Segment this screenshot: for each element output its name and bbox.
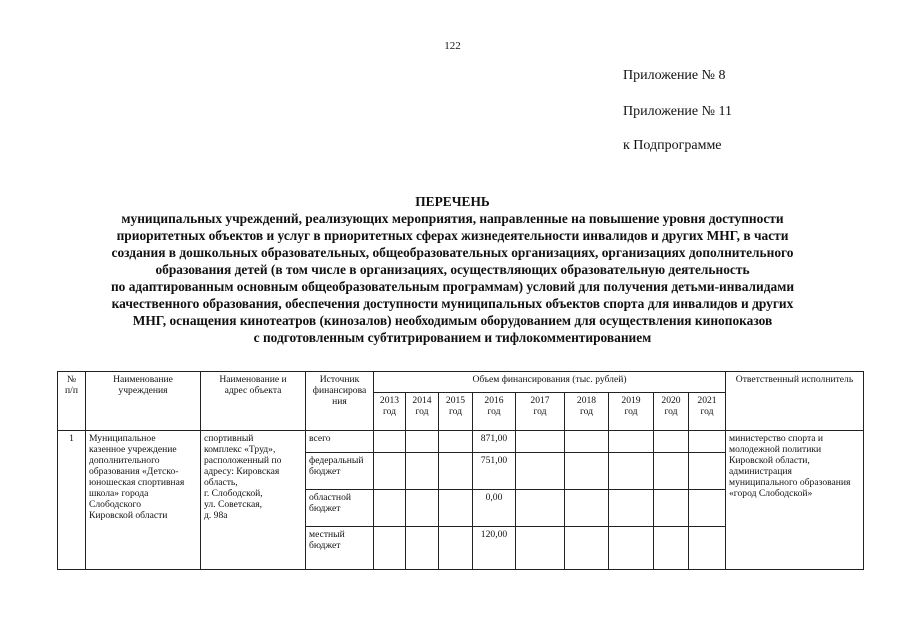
- object-name-address: спортивный комплекс «Труд», расположенный по адресу: Кировская область, г. Слободской, ул. Советская, д. 98а: [201, 431, 306, 570]
- local-2016-value: 120,00: [473, 527, 516, 570]
- document-title: ПЕРЕЧЕНЬ: [415, 194, 490, 209]
- regional-2013: [374, 490, 406, 527]
- total-2019: [609, 431, 654, 453]
- total-2014: [406, 431, 439, 453]
- federal-2017: [516, 453, 565, 490]
- year-2018-header: 2018 год: [565, 393, 609, 431]
- appendix-line-3: к Подпрограмме: [623, 138, 722, 153]
- year-2013-header: 2013 год: [374, 393, 406, 431]
- header-responsible: Ответственный исполнитель: [726, 372, 864, 431]
- header-object: Наименование и адрес объекта: [201, 372, 306, 431]
- institution-name: Муниципальное казенное учреждение дополнительного образования «Детско- юношеская спортивная школа» города Слободского Кировской области: [86, 431, 201, 570]
- title-line-6: качественного образования, обеспечения доступности муниципальных объектов спорта для инвалидов и других: [111, 296, 794, 311]
- header-source: Источник финансирова ния: [306, 372, 374, 431]
- regional-2017: [516, 490, 565, 527]
- total-2013: [374, 431, 406, 453]
- regional-2019: [609, 490, 654, 527]
- source-local: местный бюджет: [306, 527, 374, 570]
- header-institution: Наименование учреждения: [86, 372, 201, 431]
- title-line-4: образования детей (в том числе в организациях, осуществляющих образовательную деятельность: [155, 262, 750, 277]
- responsible-executor: министерство спорта и молодежной политики Кировской области, администрация муниципального образования «город Слободской»: [726, 431, 864, 570]
- year-2016-header: 2016 год: [473, 393, 516, 431]
- local-2019: [609, 527, 654, 570]
- header-num: № п/п: [58, 372, 86, 431]
- total-2016-value: 871,00: [473, 431, 516, 453]
- regional-2015: [439, 490, 473, 527]
- federal-2019: [609, 453, 654, 490]
- source-regional: областной бюджет: [306, 490, 374, 527]
- federal-2014: [406, 453, 439, 490]
- header-funding: Объем финансирования (тыс. рублей): [374, 372, 726, 393]
- total-2021: [689, 431, 726, 453]
- regional-2014: [406, 490, 439, 527]
- source-total: всего: [306, 431, 374, 453]
- total-2015: [439, 431, 473, 453]
- title-line-7: МНГ, оснащения кинотеатров (кинозалов) необходимым оборудованием для осуществления кинопоказов: [132, 313, 773, 328]
- total-2020: [654, 431, 689, 453]
- title-line-3: создания в дошкольных образовательных, общеобразовательных организациях, организациях дополнительного: [111, 245, 794, 260]
- year-2014-header: 2014 год: [406, 393, 439, 431]
- total-2017: [516, 431, 565, 453]
- table-row: [58, 431, 864, 453]
- federal-2016-value: 751,00: [473, 453, 516, 490]
- title-line-5: по адаптированным основным общеобразовательным программам) условий для получения детьми-инвалидами: [110, 279, 795, 294]
- title-line-8: с подготовленным субтитрированием и тифлокомментированием: [253, 330, 652, 345]
- regional-2020: [654, 490, 689, 527]
- source-federal: федеральный бюджет: [306, 453, 374, 490]
- appendix-line-2: Приложение № 11: [623, 104, 732, 119]
- federal-2015: [439, 453, 473, 490]
- local-2013: [374, 527, 406, 570]
- year-2017-header: 2017 год: [516, 393, 565, 431]
- local-2015: [439, 527, 473, 570]
- appendix-line-1: Приложение № 8: [623, 68, 726, 83]
- federal-2021: [689, 453, 726, 490]
- federal-2013: [374, 453, 406, 490]
- total-2018: [565, 431, 609, 453]
- local-2020: [654, 527, 689, 570]
- page-number: 122: [444, 40, 461, 52]
- row-num: 1: [58, 431, 86, 570]
- regional-2021: [689, 490, 726, 527]
- local-2014: [406, 527, 439, 570]
- year-2019-header: 2019 год: [609, 393, 654, 431]
- title-line-2: приоритетных объектов и услуг в приоритетных сферах жизнедеятельности инвалидов и других МНГ, в части: [116, 228, 789, 243]
- federal-2018: [565, 453, 609, 490]
- local-2021: [689, 527, 726, 570]
- year-2015-header: 2015 год: [439, 393, 473, 431]
- local-2018: [565, 527, 609, 570]
- local-2017: [516, 527, 565, 570]
- title-line-1: муниципальных учреждений, реализующих мероприятия, направленные на повышение уровня доступности: [121, 211, 784, 226]
- year-2020-header: 2020 год: [654, 393, 689, 431]
- federal-2020: [654, 453, 689, 490]
- year-2021-header: 2021 год: [689, 393, 726, 431]
- regional-2018: [565, 490, 609, 527]
- regional-2016-value: 0,00: [473, 490, 516, 527]
- financing-table: [57, 371, 864, 570]
